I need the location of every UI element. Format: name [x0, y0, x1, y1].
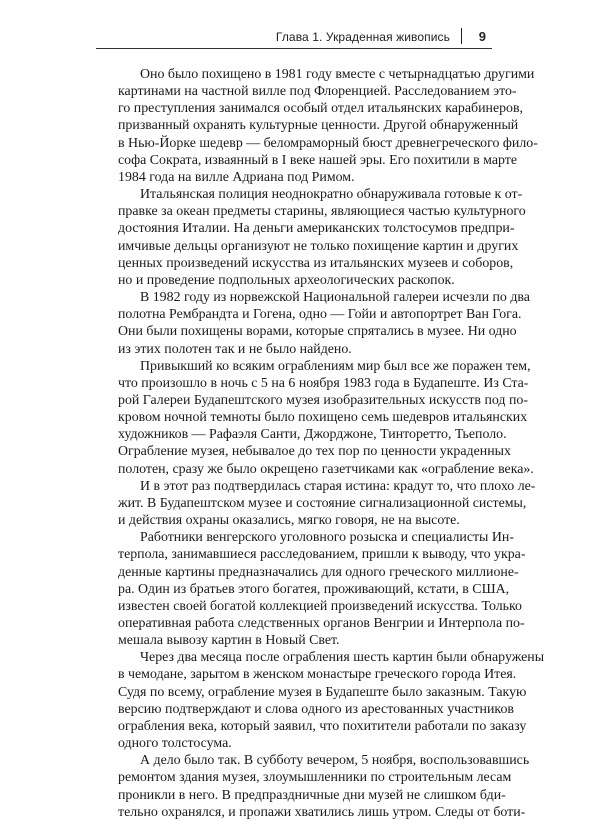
- text-line: имчивые дельцы организуют не только похищение картин и других: [118, 238, 519, 254]
- text-line: призванный охранять культурные ценности. Другой обнаруженный: [118, 118, 519, 134]
- text-line: мешала вывозу картин в Новый Свет.: [118, 633, 340, 649]
- text-line: что произошло в ночь с 5 на 6 ноября 1983 года в Будапеште. Из Ста-: [118, 375, 529, 391]
- text-line: Ограбление музея, небывалое до тех пор по ценности украденных: [118, 444, 511, 460]
- text-line: софа Сократа, изваянный в I веке нашей эры. Его похитили в марте: [118, 152, 518, 168]
- text-line: правке за океан предметы старины, являющиеся частью культурного: [118, 204, 526, 220]
- header-divider: [461, 28, 462, 44]
- text-line: 1984 года на вилле Адриана под Римом.: [118, 169, 355, 185]
- text-line: в Нью-Йорке шедевр — беломраморный бюст древнегреческого фило-: [118, 135, 538, 151]
- text-line: терпола, занимавшиеся расследованием, пришли к выводу, что укра-: [118, 547, 526, 563]
- text-line: полотен, сразу же было окрещено газетчиками как «ограбление века».: [118, 461, 534, 477]
- text-line: тельно охранялся, и пропажи хватились лишь утром. Следы от боти-: [118, 804, 526, 820]
- text-line: ограбления века, который заявил, что похитители работали по заказу: [118, 718, 527, 734]
- text-line: денные картины предназначались для одного греческого миллионе-: [118, 564, 519, 580]
- text-line: Судя по всему, ограбление музея в Будапеште было заказным. Такую: [118, 684, 527, 700]
- text-line: Работники венгерского уголовного розыска и специалисты Ин-: [140, 530, 514, 546]
- text-line: художников — Рафаэля Санти, Джорджоне, Тинторетто, Тьеполо.: [118, 427, 507, 443]
- text-line: и действия охраны оказались, мягко говоря, не на высоте.: [118, 513, 460, 529]
- text-line: Итальянская полиция неоднократно обнаруживала готовые к от-: [140, 187, 523, 203]
- text-line: ремонтом здания музея, злоумышленники по строительным лесам: [118, 770, 512, 786]
- text-line: кровом ночной темноты было похищено семь шедевров итальянских: [118, 410, 528, 426]
- text-line: ра. Один из братьев этого богатея, проживающий, кстати, в США,: [118, 581, 510, 597]
- paragraph: [96, 649, 545, 752]
- text-line: В 1982 году из норвежской Национальной галереи исчезли по два: [140, 290, 530, 306]
- text-line: И в этот раз подтвердилась старая истина: крадут то, что плохо ле-: [140, 478, 536, 494]
- body-text: [96, 66, 545, 821]
- chapter-title: Глава 1. Украденная живопись: [275, 30, 450, 44]
- text-line: из этих полотен так и не было найдено.: [118, 341, 352, 357]
- text-line: достояния Италии. На деньги американских толстосумов предпри-: [118, 221, 515, 237]
- paragraph: [96, 478, 536, 529]
- text-line: Оно было похищено в 1981 году вместе с четырнадцатью другими: [140, 67, 535, 82]
- paragraph: [96, 752, 530, 821]
- text-line: рой Галереи Будапештского музея изобразительных искусств под по-: [118, 392, 528, 408]
- running-header: [96, 26, 492, 49]
- paragraph: [96, 529, 526, 649]
- paragraph: [96, 289, 530, 358]
- text-line: Они были похищены ворами, которые спрятались в музее. Ни одно: [118, 324, 517, 340]
- paragraph: [96, 358, 534, 478]
- text-line: в чемодане, зарытом в женском монастыре греческого города Итея.: [118, 667, 517, 683]
- text-line: картинами на частной вилле под Флоренцией. Расследованием это-: [118, 84, 517, 100]
- text-line: полотна Рембрандта и Гогена, одно — Гойи и автопортрет Ван Гога.: [118, 307, 522, 323]
- text-line: ценных произведений искусства из итальянских музеев и соборов,: [118, 255, 514, 271]
- text-line: оперативная работа следственных органов Венгрии и Интерпола по-: [118, 616, 525, 631]
- text-line: проникли в него. В предпраздничные дни музей не слишком бди-: [118, 787, 506, 803]
- page-number: 9: [478, 29, 486, 44]
- text-line: версию подтверждают и слова одного из арестованных участников: [118, 701, 514, 717]
- text-line: но и проведение подпольных археологических раскопок.: [118, 272, 455, 288]
- text-line: Через два месяца после ограбления шесть картин были обнаружены: [140, 650, 545, 666]
- paragraph: [96, 66, 538, 186]
- paragraph: [96, 186, 526, 289]
- text-line: А дело было так. В субботу вечером, 5 ноября, воспользовавшись: [140, 753, 530, 769]
- text-line: го преступления занимался особый отдел итальянских карабинеров,: [118, 101, 524, 117]
- text-line: Привыкший ко всяким ограблениям мир был все же поражен тем,: [140, 358, 531, 374]
- text-line: жит. В Будапештском музее и состояние сигнализационной системы,: [118, 495, 527, 511]
- text-line: одного толстосума.: [118, 736, 232, 752]
- text-line: известен своей богатой коллекцией произведений искусства. Только: [118, 598, 522, 614]
